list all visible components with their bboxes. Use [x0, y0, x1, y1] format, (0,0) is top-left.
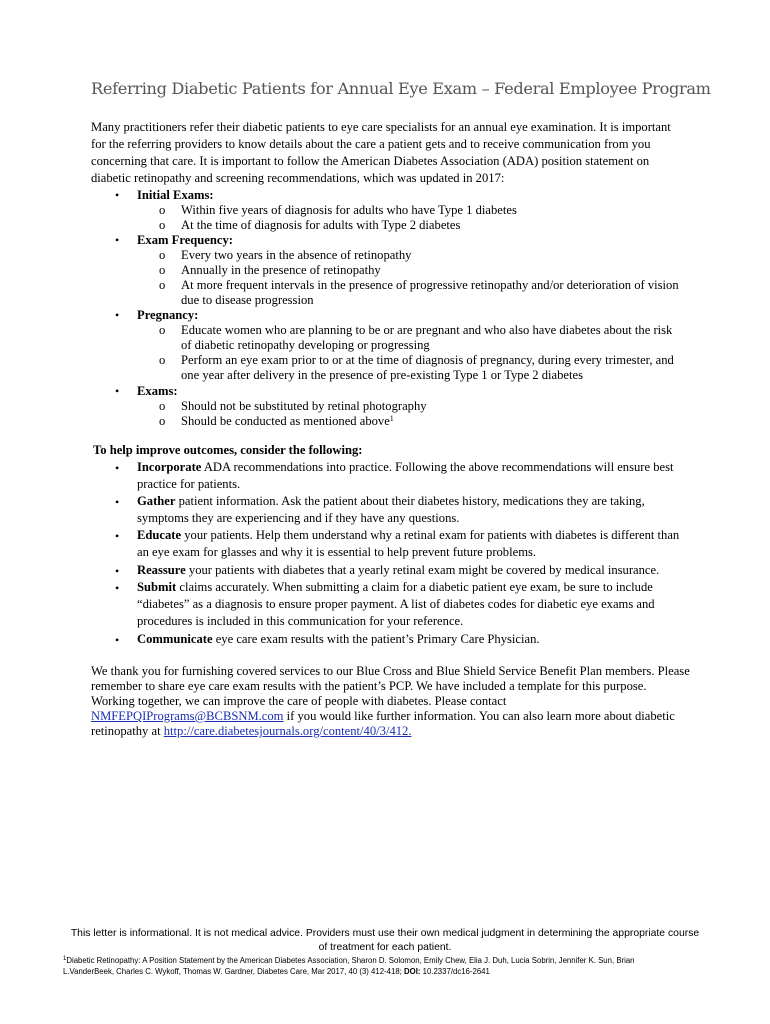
intro-line: concerning that care. It is important to follow the American Diabetes Association (ADA) position statement on: [91, 154, 650, 168]
section-heading: Pregnancy:: [137, 308, 199, 322]
outcome-item: Incorporate ADA recommendations into practice. Following the above recommendations will ensure best: [137, 460, 674, 474]
outcome-item: Gather patient information. Ask the patient about their diabetes history, medications they are taking,: [137, 494, 645, 508]
circle-bullet-icon: o: [159, 399, 166, 413]
closing-line: remember to share eye care exam results with the patient’s PCP. We have included a template for this purpose.: [91, 679, 647, 693]
citation-line: L.VanderBeek, Charles C. Wykoff, Thomas W. Gardner, Diabetes Care, Mar 2017, 40 (3) 412-418; DOI: 10.2337/dc16-2641: [63, 967, 490, 976]
document-title: Referring Diabetic Patients for Annual Eye Exam – Federal Employee Program: [91, 79, 711, 98]
circle-bullet-icon: o: [159, 263, 166, 277]
outcome-item-continuation: “diabetes” as a diagnosis to ensure proper payment. A list of diabetes codes for diabetic eye exams and: [137, 597, 655, 611]
circle-bullet-icon: o: [159, 414, 166, 428]
list-item: At more frequent intervals in the presence of progressive retinopathy and/or deterioration of vision: [181, 278, 679, 292]
outcome-item-continuation: practice for patients.: [137, 477, 241, 491]
section-heading: Initial Exams:: [137, 188, 214, 202]
list-item: Within five years of diagnosis for adults who have Type 1 diabetes: [181, 203, 517, 217]
circle-bullet-icon: o: [159, 248, 166, 262]
bullet-icon: •: [115, 581, 120, 595]
bullet-icon: •: [115, 233, 120, 247]
outcomes-heading: To help improve outcomes, consider the following:: [93, 443, 363, 457]
list-item: Perform an eye exam prior to or at the time of diagnosis of pregnancy, during every trimester, and: [181, 353, 674, 367]
section-heading: Exams:: [137, 384, 178, 398]
disclaimer-line: of treatment for each patient.: [318, 942, 452, 953]
intro-line: for the referring providers to know details about the care a patient gets and to receive communication from you: [91, 137, 651, 151]
closing-line: Working together, we can improve the care of people with diabetes. Please contact: [91, 694, 507, 708]
citation-mark: 1: [63, 956, 67, 962]
outcome-item: Reassure your patients with diabetes that a yearly retinal exam might be covered by medical insurance.: [137, 563, 660, 577]
list-item: Should not be substituted by retinal photography: [181, 399, 427, 413]
email-link[interactable]: NMFEPQIPrograms@BCBSNM.com: [91, 709, 284, 723]
bullet-icon: •: [115, 633, 120, 647]
disclaimer-line: This letter is informational. It is not medical advice. Providers must use their own medical judgment in determining the appropriate course: [70, 928, 700, 939]
list-item: At the time of diagnosis for adults with Type 2 diabetes: [181, 218, 461, 232]
bullet-icon: •: [115, 308, 120, 322]
bullet-icon: •: [115, 384, 120, 398]
footnote-mark: 1: [389, 414, 394, 423]
bullet-icon: •: [115, 495, 120, 509]
circle-bullet-icon: o: [159, 278, 166, 292]
list-item: Every two years in the absence of retinopathy: [181, 248, 412, 262]
bullet-icon: •: [115, 461, 120, 475]
circle-bullet-icon: o: [159, 353, 166, 367]
outcome-item-continuation: an eye exam for glasses and why it is essential to help prevent future problems.: [137, 545, 537, 559]
section-heading: Exam Frequency:: [137, 233, 233, 247]
closing-line: retinopathy at http://care.diabetesjournals.org/content/40/3/412.: [91, 724, 412, 738]
citation-line: $^1$Diabetic Retinopathy: A Position Statement by the American Diabetes Association, Sharon D. Solomon, Emily Chew, Elia J. Duh, Lucia Sobrin, Jennifer K. Sun, Brian: [63, 956, 635, 965]
intro-line: diabetic retinopathy and screening recommendations, which was updated in 2017:: [91, 171, 505, 185]
bullet-icon: •: [115, 529, 120, 543]
list-item: Annually in the presence of retinopathy: [181, 263, 381, 277]
circle-bullet-icon: o: [159, 218, 166, 232]
bullet-icon: •: [115, 564, 120, 578]
list-item: Should be conducted as mentioned above$^1$: [181, 414, 394, 428]
list-item-continuation: due to disease progression: [181, 293, 314, 307]
outcome-item-continuation: symptoms they are experiencing and if they have any questions.: [137, 511, 460, 525]
list-item: Educate women who are planning to be or are pregnant and who also have diabetes about the risk: [181, 323, 673, 337]
outcome-item: Communicate eye care exam results with the patient’s Primary Care Physician.: [137, 632, 540, 646]
outcome-item: Educate your patients. Help them understand why a retinal exam for patients with diabetes is different than: [137, 528, 680, 542]
circle-bullet-icon: o: [159, 203, 166, 217]
outcome-item-continuation: procedures is included in this communication for your reference.: [137, 614, 464, 628]
journal-link[interactable]: http://care.diabetesjournals.org/content/40/3/412.: [163, 724, 412, 738]
closing-line: NMFEPQIPrograms@BCBSNM.com if you would like further information. You can also learn more about diabetic: [91, 709, 675, 723]
outcome-item: Submit claims accurately. When submitting a claim for a diabetic patient eye exam, be sure to include: [137, 580, 653, 594]
list-item-continuation: one year after delivery in the presence of pre-existing Type 1 or Type 2 diabetes: [181, 368, 584, 382]
closing-line: We thank you for furnishing covered services to our Blue Cross and Blue Shield Service Benefit Plan members. Please: [91, 664, 690, 678]
bullet-icon: •: [115, 188, 120, 202]
circle-bullet-icon: o: [159, 323, 166, 337]
list-item-continuation: of diabetic retinopathy developing or progressing: [181, 338, 430, 352]
intro-line: Many practitioners refer their diabetic patients to eye care specialists for an annual eye examination. It is important: [91, 120, 671, 134]
